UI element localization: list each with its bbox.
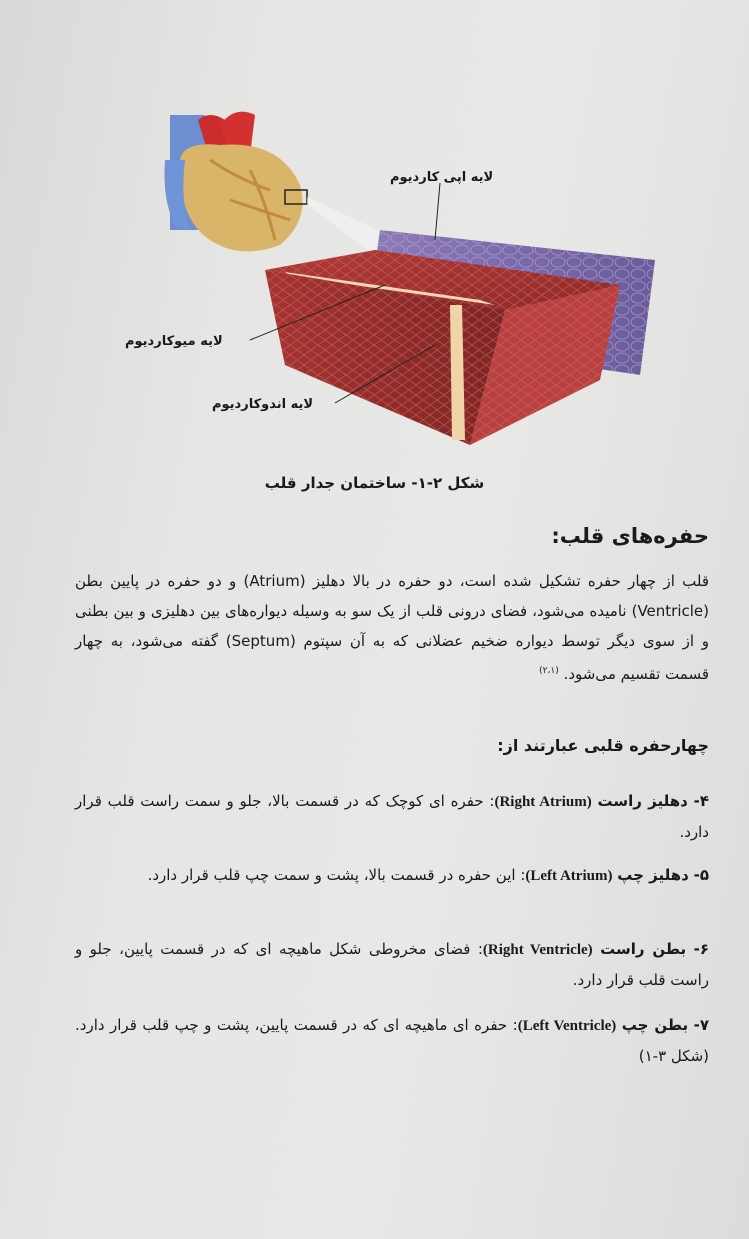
item-number: ۴- (693, 792, 709, 810)
list-subheading: چهارحفره قلبی عبارتند از: (497, 736, 709, 755)
figure-caption: شکل ۲-۱- ساختمان جدار قلب (264, 474, 485, 492)
list-item (75, 786, 709, 847)
item-description: : حفره ای کوچک که در قسمت بالا، جلو و سمت راست قلب قرار دارد. (75, 792, 709, 841)
label-epicardium: لایه اپی کاردیوم (390, 170, 494, 185)
list-item (75, 860, 709, 891)
section-paragraph (75, 566, 709, 689)
paragraph-text: قلب از چهار حفره تشکیل شده است، دو حفره در بالا دهلیز (Atrium) و دو حفره در پایین بطن (Ventricle) نامیده می‌شود، فضای درونی قلب از یک سو به وسیله دیواره‌های بین دهلیزی و بین بطنی و از سوی دیگر توسط دیواره ضخیم عضلانی که به آن سپتوم (Septum) گفته می‌شود، به چهار قسمت تقسیم می‌شود. (75, 572, 709, 683)
heart-wall-figure (125, 100, 670, 470)
label-myocardium: لایه میوکاردیوم (125, 334, 223, 349)
item-description: : این حفره در قسمت بالا، پشت و سمت چپ قلب قرار دارد. (147, 866, 526, 884)
citation: (۲،۱) (539, 666, 559, 676)
item-title: دهلیز راست (597, 792, 688, 810)
item-english-term: (Left Atrium) (525, 868, 613, 884)
label-endocardium: لایه اندوکاردیوم (212, 397, 314, 412)
item-title: دهلیز چپ (617, 866, 689, 884)
item-number: ۶- (693, 940, 709, 958)
item-english-term: (Right Atrium) (494, 794, 592, 810)
item-number: ۵- (693, 866, 709, 884)
section-heading: حفره‌های قلب: (551, 524, 709, 548)
item-title: بطن چپ (621, 1016, 689, 1034)
item-number: ۷- (693, 1016, 709, 1034)
heart-wall-illustration (150, 100, 670, 470)
item-english-term: (Left Ventricle) (517, 1018, 617, 1034)
item-description: : فضای مخروطی شکل ماهیچه ای که در قسمت پایین، جلو و راست قلب قرار دارد. (75, 940, 709, 989)
item-title: بطن راست (600, 940, 687, 958)
list-item (75, 934, 709, 995)
item-english-term: (Right Ventricle) (482, 942, 593, 958)
item-description: : حفره ای ماهیچه ای که در قسمت پایین، پشت و چپ قلب قرار دارد. (شکل ۳-۱) (75, 1016, 709, 1065)
list-item (75, 1010, 709, 1071)
